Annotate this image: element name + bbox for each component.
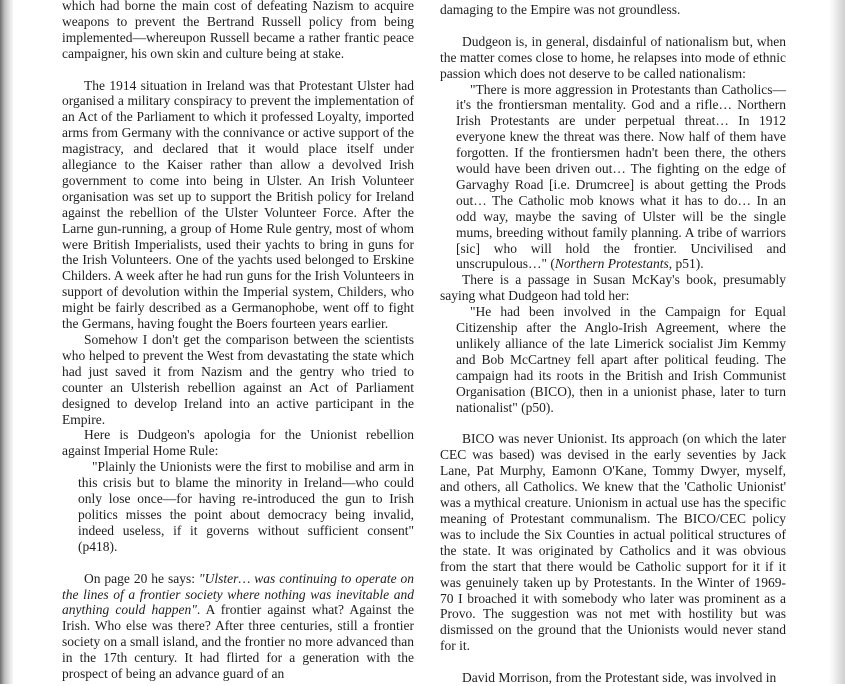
paragraph: BICO was never Unionist. Its approach (on which the later CEC was based) was devised in the early seventies by Jack Lane, Pat Murphy, Eamonn O'Kane, Tommy Dwyer, myself, and others, all Catholics. We knew that the 'Catholic Unionist' was a mythical creature. Unionism in actual use has the specific meaning of Protestant communalism. The BICO/CEC policy was to include the Six Counties in actual political structures of the state. It was originated by Catholics and it was obvious from the start that there would be Catholic support for it if it was genuinely taken up by Protestants. In the Winter of 1969-70 I broached it with somebody who later was prominent as a Provo. The suggestion was not met with hostility but was dismissed on the ground that the Unionists would never stand for it. [440, 431, 786, 654]
paragraph: Here is Dudgeon's apologia for the Unionist rebellion against Imperial Home Rule: [62, 427, 414, 459]
page-right-edge [829, 0, 845, 684]
block-quote: "He had been involved in the Campaign for Equal Citizenship after the Anglo-Irish Agreement, where the unlikely alliance of the late Limerick socialist Jim Kemmy and Bob McCartney fell apart after political feuding. The campaign had its roots in the British and Irish Communist Organisation (BICO), then in a unionist phase, later to turn nationalist" (p50). [456, 304, 786, 415]
page-left-shadow [0, 0, 13, 684]
paragraph: There is a passage in Susan McKay's book, presumably saying what Dudgeon had told her: [440, 272, 786, 304]
paragraph: The 1914 situation in Ireland was that Protestant Ulster had organised a military conspiracy to prevent the implementation of an Act of the Parliament to which it professed Loyalty, imported arms from Germany with the connivance or active support of the magistracy, and declared that it would place itself under allegiance to the Kaiser rather than allow a devolved Irish government to come into being in Ulster. An Irish Volunteer organisation was set up to support the British policy for Ireland against the rebellion of the Ulster Volunteer Force. After the Larne gun-running, a group of Home Rule gentry, most of whom were British Imperialists, used their yachts to bring in guns for the Irish Volunteers. One of the yachts used belonged to Erskine Childers. A week after he had run guns for the Irish Volunteers in support of devolution within the Imperial system, Childers, who might be fairly described as a Germanophobe, went off to fight the Germans, having fought the Boers fourteen years earlier. [62, 77, 414, 332]
block-quote: "Plainly the Unionists were the first to mobilise and arm in this crisis but to blame the minority in Ireland—who could only lose once—for having re-introduced the gun to Irish politics misses the point about democracy being invalid, indeed useless, if it governs without sufficient consent" (p418). [78, 459, 414, 554]
right-column [440, 2, 786, 686]
block-quote: "There is more aggression in Protestants than Catholics—it's the frontiersman mentality. God and a rifle… Northern Irish Protestants are under perpetual threat… In 1912 everyone knew the threat was there. Now half of them have forgotten. If the frontiersmen hadn't been there, the others would have been driven out… The fighting on the edge of Garvaghy Road [i.e. Drumcree] is about getting the Prods out… The Catholic mob knows what it has to do… In an odd way, maybe the saving of Ulster will be the single mums, breeding without family planning. A tribe of warriors [sic] who will hold the frontier. Uncivilised and unscrupulous…" (Northern Protestants, p51). [456, 81, 786, 272]
paragraph: Somehow I don't get the comparison between the scientists who helped to prevent the West from devastating the state which had just saved it from Nazism and the gentry who tried to counter an Ulsterish rebellion against an Act of Parliament designed to develop Ireland into an active participant in the Empire. [62, 332, 414, 427]
paragraph: David Morrison, from the Protestant side, was involved in [462, 670, 777, 686]
paragraph: On page 20 he says: "Ulster… was continuing to operate on the lines of a frontier society where nothing was inevitable and anything could happen". A frontier against what? Against the Irish. Who else was there? After three centuries, still a frontier society on a small island, and the frontier no more advanced than in the 17th century. It had flirted for a generation with the prospect of being an advance guard of an [62, 570, 414, 682]
paragraph: which had borne the main cost of defeating Nazism to acquire weapons to prevent the Bertrand Russell policy from being implemented—whereupon Russell became a rather frantic peace campaigner, his own skin and culture being at stake. [62, 0, 414, 61]
paragraph: damaging to the Empire was not groundless. [440, 2, 681, 17]
left-column [62, 0, 414, 682]
paragraph: Dudgeon is, in general, disdainful of nationalism but, when the matter comes close to home, he relapses into mode of ethnic passion which does not deserve to be called nationalism: [440, 33, 786, 81]
